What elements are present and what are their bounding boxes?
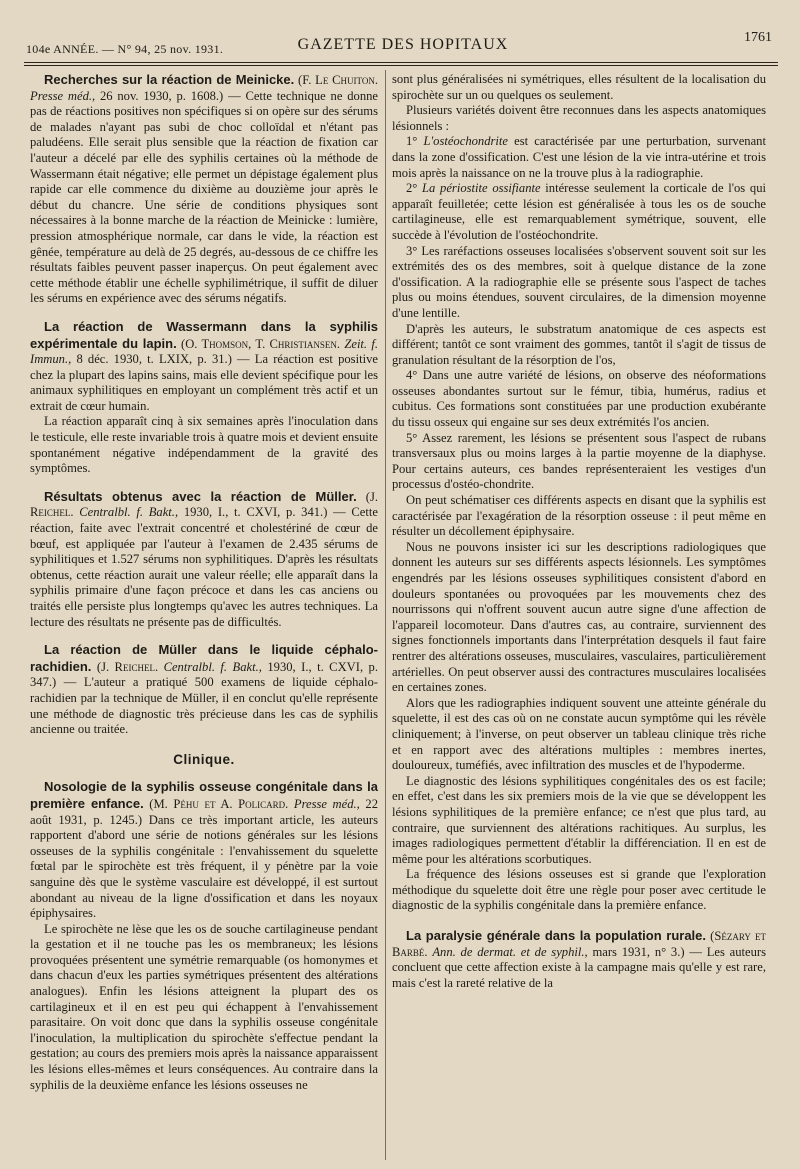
article-citation: 26 nov. 1930, p. 1608.)	[99, 88, 224, 103]
article-paragraph: Le spirochète ne lèse que les os de souche cartilagineuse pendant la gestation et il ne touche pas les os membraneux; les lésions provoquées présentent une symétrie remarquable (os homonymes et dans chacun d'eux les parties symétriques présentent des altérations analogues). Enfin les lésions atteignent la plupart des os cartilagineux et il en est peu qui échappent à l'envahissement parasitaire. On voit donc que dans la syphilis osseuse congénitale l'inoculation, la multiplication du spirochète s'effectue pendant la gestation; au cours des premiers mois après la naissance apparaissent les lésions elles-mêmes et leurs conséquences. Au contraire dans la syphilis de la deuxième enfance les lésions osseuses ne	[30, 921, 378, 1092]
article-authors: Sézary et Barbé.	[392, 929, 767, 959]
article-title: Résultats obtenus avec la réaction de Müller.	[44, 488, 357, 504]
article-authors: M. Péhu et A. Policard.	[153, 796, 289, 811]
item-number: 2°	[406, 181, 418, 196]
article-journal: Presse méd.,	[293, 796, 360, 811]
article-paralysie: La paralysie générale dans la population rurale. (Sézary et Barbé. Ann. de dermat. et de syphil., mars 1931, n° 3.) — Les auteurs concluent que cette affection existe à la campagne mais qu'elle y est rare, mais c'est la rareté relative de la	[392, 928, 767, 990]
article-body: — Les auteurs concluent que cette affection existe à la campagne mais qu'elle y est rare, mais c'est la rareté relative de la	[392, 944, 767, 990]
article-body: — L'auteur a pratiqué 500 examens de liquide céphalo-rachidien par la technique de Müller, il en conclut qu'elle représente une méthode de diagnostic très précieuse dans les cas de syphilis ancienne ou traitée.	[30, 675, 378, 737]
item-text: est caractérisée par une perturbation, survenant dans la zone d'ossification. C'est une lésion de la vie intra-utérine et trois mois après la naissance on ne la trouve plus à la radiographie.	[392, 134, 766, 180]
article-paragraph: Plusieurs variétés doivent être reconnues dans les aspects anatomiques lésionnels :	[392, 103, 766, 133]
list-item: 3° Les raréfactions osseuses localisées s'observent souvent soit sur les extrémités des os des membres, soit à quelque distance de la zone d'ossification. A la radiographie elle se présente sous l'aspect de taches plus ou moins étendues, souvent circulaires, de la dimension moyenne d'une lentille.	[392, 243, 766, 320]
article-meinicke: Recherches sur la réaction de Meinicke. (F. Le Chuiton. Presse méd., 26 nov. 1930, p. 1608.) — Cette technique ne donne pas de réactions positives non spécifiques si on opère sur des sérums de malades n'ayant pas subi de choc colloïdal et n'étant pas paludéens. Elle serait plus sensible que la réaction de fixation car l'auteur a décelé par elle des syphilis certaines où la méthode de Wassermann était négative; elle permet un dépistage également plus rapide car elle commence du dixième au douzième jour après le début du chancre. Une série de conditions physiques sont nécessaires à la bonne marche de la réaction de Meinicke : lumière, pression atmosphérique normale, car dans le vide, la réaction est gênée, température au delà de 25 degrés, au-dessous de ce chiffre les résultats faibles peuvent passer inaperçus. On peut également avec cette méthode établir une échelle syphilimétrique, il suffit de diluer les sérums en expérience avec des sérums négatifs.	[30, 72, 379, 306]
item-number: 1°	[406, 134, 418, 149]
article-citation: mars 1931, n° 3.)	[592, 944, 685, 959]
article-title: Recherches sur la réaction de Meinicke.	[44, 72, 295, 87]
article-wassermann: La réaction de Wassermann dans la syphilis expérimentale du lapin. (O. Thomson, T. Christiansen. Zeit. f. Immun., 8 déc. 1930, t. LXIX, p. 31.) — La réaction est positive chez la plupart des lapins sains, mais elle devient spécifique pour les animaux syphilitiques en employant un complément très actif et un extrait de cœur humain. La réaction apparaît cinq à six semaines après l'inoculation dans le testicule, elle reste invariable trois à quatre mois et devient ensuite spontanément négative indépendamment de la gravité des symptômes.	[30, 318, 378, 476]
article-authors: O. Thomson, T. Christiansen.	[185, 336, 341, 351]
article-paragraph: On peut schématiser ces différents aspects en disant que la syphilis est caractérisée par l'exagération de la résorption osseuse : il peut même en résulter un décollement épiphysaire.	[392, 493, 766, 539]
article-body: — La réaction est positive chez la plupart des lapins sains, mais elle devient spécifique pour les animaux syphilitiques en employant un complément très actif et un extrait de cœur humain.	[30, 352, 378, 413]
list-item: 4° Dans une autre variété de lésions, on observe des néoformations osseuses abondantes surtout sur le fémur, tibia, humérus, radius et cubitus. Ces formations sont constituées par une production exubérante du tissu osseux qui engaine sur ses deux extrémités l'os ancien.	[392, 368, 766, 430]
article-title: La réaction de Wassermann dans la syphilis expérimentale du lapin.	[30, 318, 378, 351]
article-body: — Cette réaction, faite avec l'extrait concentré et cholestériné de cœur de bœuf, est appliquée par l'auteur à l'examen de 2.435 sérums de syphilitiques et 1.527 sérums non syphilitiques. D'après les résultats obtenus, cette réaction aurait une valeur réelle; elle apparaît dans la syphilis primaire d'une façon précoce et dans les cas anciens ou traités elle persiste plus longtemps qu'avec les autres techniques. La lecture des résultats ne présente pas de difficultés.	[30, 505, 378, 629]
article-nosologie: Nosologie de la syphilis osseuse congénitale dans la première enfance. (M. Péhu et A. Policard. Presse méd., 22 août 1931, p. 1245.) Dans ce très important article, les auteurs rapportent d'abord une série de notions générales sur les lésions osseuses de la syphilis congénitale : l'envahissement du squelette fœtal par le spirochète est très fréquent, il y pénètre par la voie sanguine dès que le système vasculaire est développé, il est surtout abondant au niveau de la ligne d'ossification et dans les noyaux épiphysaires. Le spirochète ne lèse que les os de souche cartilagineuse pendant la gestation et il ne touche pas les os membraneux; les lésions provoquées présentent une symétrie remarquable (os homonymes et dans chacun d'eux les parties symétriques présentent des altérations analogues). Enfin les lésions atteignent la plupart des os cartilagineux et il en est peu qui échappent à l'envahissement parasitaire. On voit donc que dans la syphilis osseuse congénitale l'inoculation, la multiplication du spirochète s'effectue pendant la gestation; au cours des premiers mois après la naissance apparaissent les lésions elles-mêmes et leurs conséquences. Au contraire dans la syphilis de la deuxième enfance les lésions osseuses ne	[30, 779, 379, 1092]
header-rule-thin	[24, 65, 778, 66]
article-body: — Cette technique ne donne pas de réactions positives non spécifiques si on opère sur des sérums de malades n'ayant pas subi de choc colloïdal et n'étant pas paludéens. Elle serait plus sensible que la réaction de fixation car l'auteur a décelé par elle des syphilis certaines où la méthode de Wassermann était négative; elle permet un dépistage également plus rapide car elle commence du dixième au douzième jour après le début du chancre. Une série de conditions physiques sont nécessaires à la bonne marche de la réaction de Meinicke : lumière, pression atmosphérique normale, car dans le vide, la réaction est gênée, température au delà de 25 degrés, au-dessous de ce chiffre les résultats faibles peuvent passer inaperçus. On peut également avec cette méthode établir une échelle syphilimétrique, il suffit de diluer les sérums en expérience avec des sérums négatifs.	[30, 88, 378, 306]
article-citation: 8 déc. 1930, t. LXIX, p. 31.)	[76, 352, 232, 367]
article-title: La paralysie générale dans la population rurale.	[406, 928, 707, 944]
article-journal: Ann. de dermat. et de syphil.,	[432, 944, 588, 959]
article-journal: Presse méd.,	[30, 88, 96, 103]
article-citation: 1930, I., t. CXVI, p. 341.)	[183, 505, 328, 520]
article-citation: 22 août 1931, p. 1245.)	[30, 796, 379, 827]
issue-info: 104e ANNÉE. — N° 94, 25 nov. 1931.	[26, 42, 224, 56]
page-number: 1761	[744, 30, 772, 45]
article-muller-lcr: La réaction de Müller dans le liquide céphalo-rachidien. (J. Reichel. Centralbl. f. Bakt., 1930, I., t. CXVI, p. 347.) — L'auteur a pratiqué 500 examens de liquide céphalo-rachidien par la technique de Müller, il en conclut qu'elle représente une méthode de diagnostic très précieuse dans les cas de syphilis ancienne ou traitée.	[30, 642, 378, 737]
article-journal: Centralbl. f. Bakt.,	[79, 505, 179, 520]
article-title: Nosologie de la syphilis osseuse congénitale dans la première enfance.	[30, 779, 378, 811]
right-column	[392, 72, 766, 991]
article-paragraph: sont plus généralisées ni symétriques, elles résultent de la localisation du spirochète sur un ou quelques os seulement.	[392, 72, 766, 102]
article-title: La réaction de Müller dans le liquide céphalo-rachidien.	[30, 642, 378, 674]
journal-title: GAZETTE DES HOPITAUX	[297, 36, 509, 53]
item-text: intéresse seulement la corticale de l'os qui apparaît feuilletée; cette lésion est généralisée à tous les os de souche cartilagineuse, elle est remarquablement symétrique, souvent, elle succède à l'évolution de l'ostéochondrite.	[392, 181, 766, 242]
list-item	[392, 134, 766, 181]
column-divider	[385, 70, 386, 1160]
article-paragraph: Le diagnostic des lésions syphilitiques congénitales des os est facile; en effet, c'est dans les six premiers mois de la vie que se développent les lésions syphilitiques de la première enfance; ce n'est que plus tard, au contraire, que surviennent des altérations rachitiques. Au surplus, les images radiologiques permettent d'établir la différenciation. Il en est de même pour les altérations scorbutiques.	[392, 773, 766, 866]
page-header	[26, 28, 780, 58]
section-heading: Clinique.	[173, 751, 235, 767]
article-journal: Centralbl. f. Bakt.,	[163, 659, 262, 674]
article-authors: J. Reichel.	[30, 489, 378, 520]
article-paragraph: La réaction apparaît cinq à six semaines après l'inoculation dans le testicule, elle reste invariable trois à quatre mois et devient ensuite spontanément négative indépendamment de la gravité des symptômes.	[30, 414, 378, 476]
article-muller: Résultats obtenus avec la réaction de Müller. (J. Reichel. Centralbl. f. Bakt., 1930, I., t. CXVI, p. 341.) — Cette réaction, faite avec l'extrait concentré et cholestériné de cœur de bœuf, est appliquée par l'auteur à l'examen de 2.435 sérums de syphilitiques et 1.527 sérums non syphilitiques. D'après les résultats obtenus, cette réaction aurait une valeur réelle; elle apparaît dans la syphilis primaire d'une façon précoce et dans les cas anciens ou traités elle persiste plus longtemps qu'avec les autres techniques. La lecture des résultats ne présente pas de difficultés.	[30, 488, 378, 629]
article-paragraph: La fréquence des lésions osseuses est si grande que l'exploration méthodique du squelette doit être une règle pour poser avec certitude le diagnostic de la syphilis congénitale dans la première enfance.	[392, 867, 766, 913]
article-authors: F. Le Chuiton.	[302, 73, 379, 87]
article-authors: J. Reichel.	[101, 659, 159, 674]
header-rule	[24, 62, 778, 63]
article-paragraph: Alors que les radiographies indiquent souvent une atteinte générale du squelette, il est des cas où on ne constate aucun symptôme qui les révèle cliniquement; à l'inverse, on peut observer un tableau clinique très riche et en rapport avec des altérations multiples : membres inertes, douloureux, tuméfiés, avec infiltration des muscles et de l'hypoderme.	[392, 695, 766, 773]
left-column	[30, 72, 378, 1093]
item-term: La périostite ossifiante	[422, 181, 541, 196]
article-body: Dans ce très important article, les auteurs rapportent d'abord une série de notions générales sur les lésions osseuses de la syphilis congénitale : l'envahissement du squelette fœtal par le spirochète est très fréquent, il y pénètre par la voie sanguine dès que le système vasculaire est développé, il est surtout abondant au niveau de la ligne d'ossification et dans les noyaux épiphysaires.	[30, 812, 378, 921]
article-paragraph: D'après les auteurs, le substratum anatomique de ces aspects est différent; tantôt ce sont vraiment des gommes, tantôt il s'agit de tissus de granulation résultant de la résorption de l'os,	[392, 321, 766, 367]
item-term: L'ostéochondrite	[423, 134, 508, 149]
article-journal: Zeit. f. Immun.,	[30, 336, 378, 367]
article-paragraph: Nous ne pouvons insister ici sur les descriptions radiologiques que donnent les auteurs sur ses différents aspects lésionnels. Les symptômes engendrés par les lésions osseuses syphilitiques consistent d'abord en douleurs spontanées ou provoquées par les mouvements chez des nourrissons qui n'offrent souvent aucun autre signe d'une affection de l'appareil locomoteur. Dans d'autres cas, au contraire, surviennent des signes fonctionnels importants dans l'interprétation desquels il faut faire rentrer des altérations osseuses, musculaires, vasculaires, particulièrement artérielles. On peut observer aussi des contractures musculaires localisées en certaines zones.	[392, 539, 766, 695]
list-item: 5° Assez rarement, les lésions se présentent sous l'aspect de rubans transversaux plus ou moins larges à la partie moyenne de la diaphyse. Pour certains auteurs, ces bandes représenteraient les vestiges d'un processus d'ostéo-chondrite.	[392, 430, 766, 492]
list-item	[392, 181, 766, 243]
article-citation: 1930, I., t. CXVI, p. 347.)	[30, 659, 378, 690]
